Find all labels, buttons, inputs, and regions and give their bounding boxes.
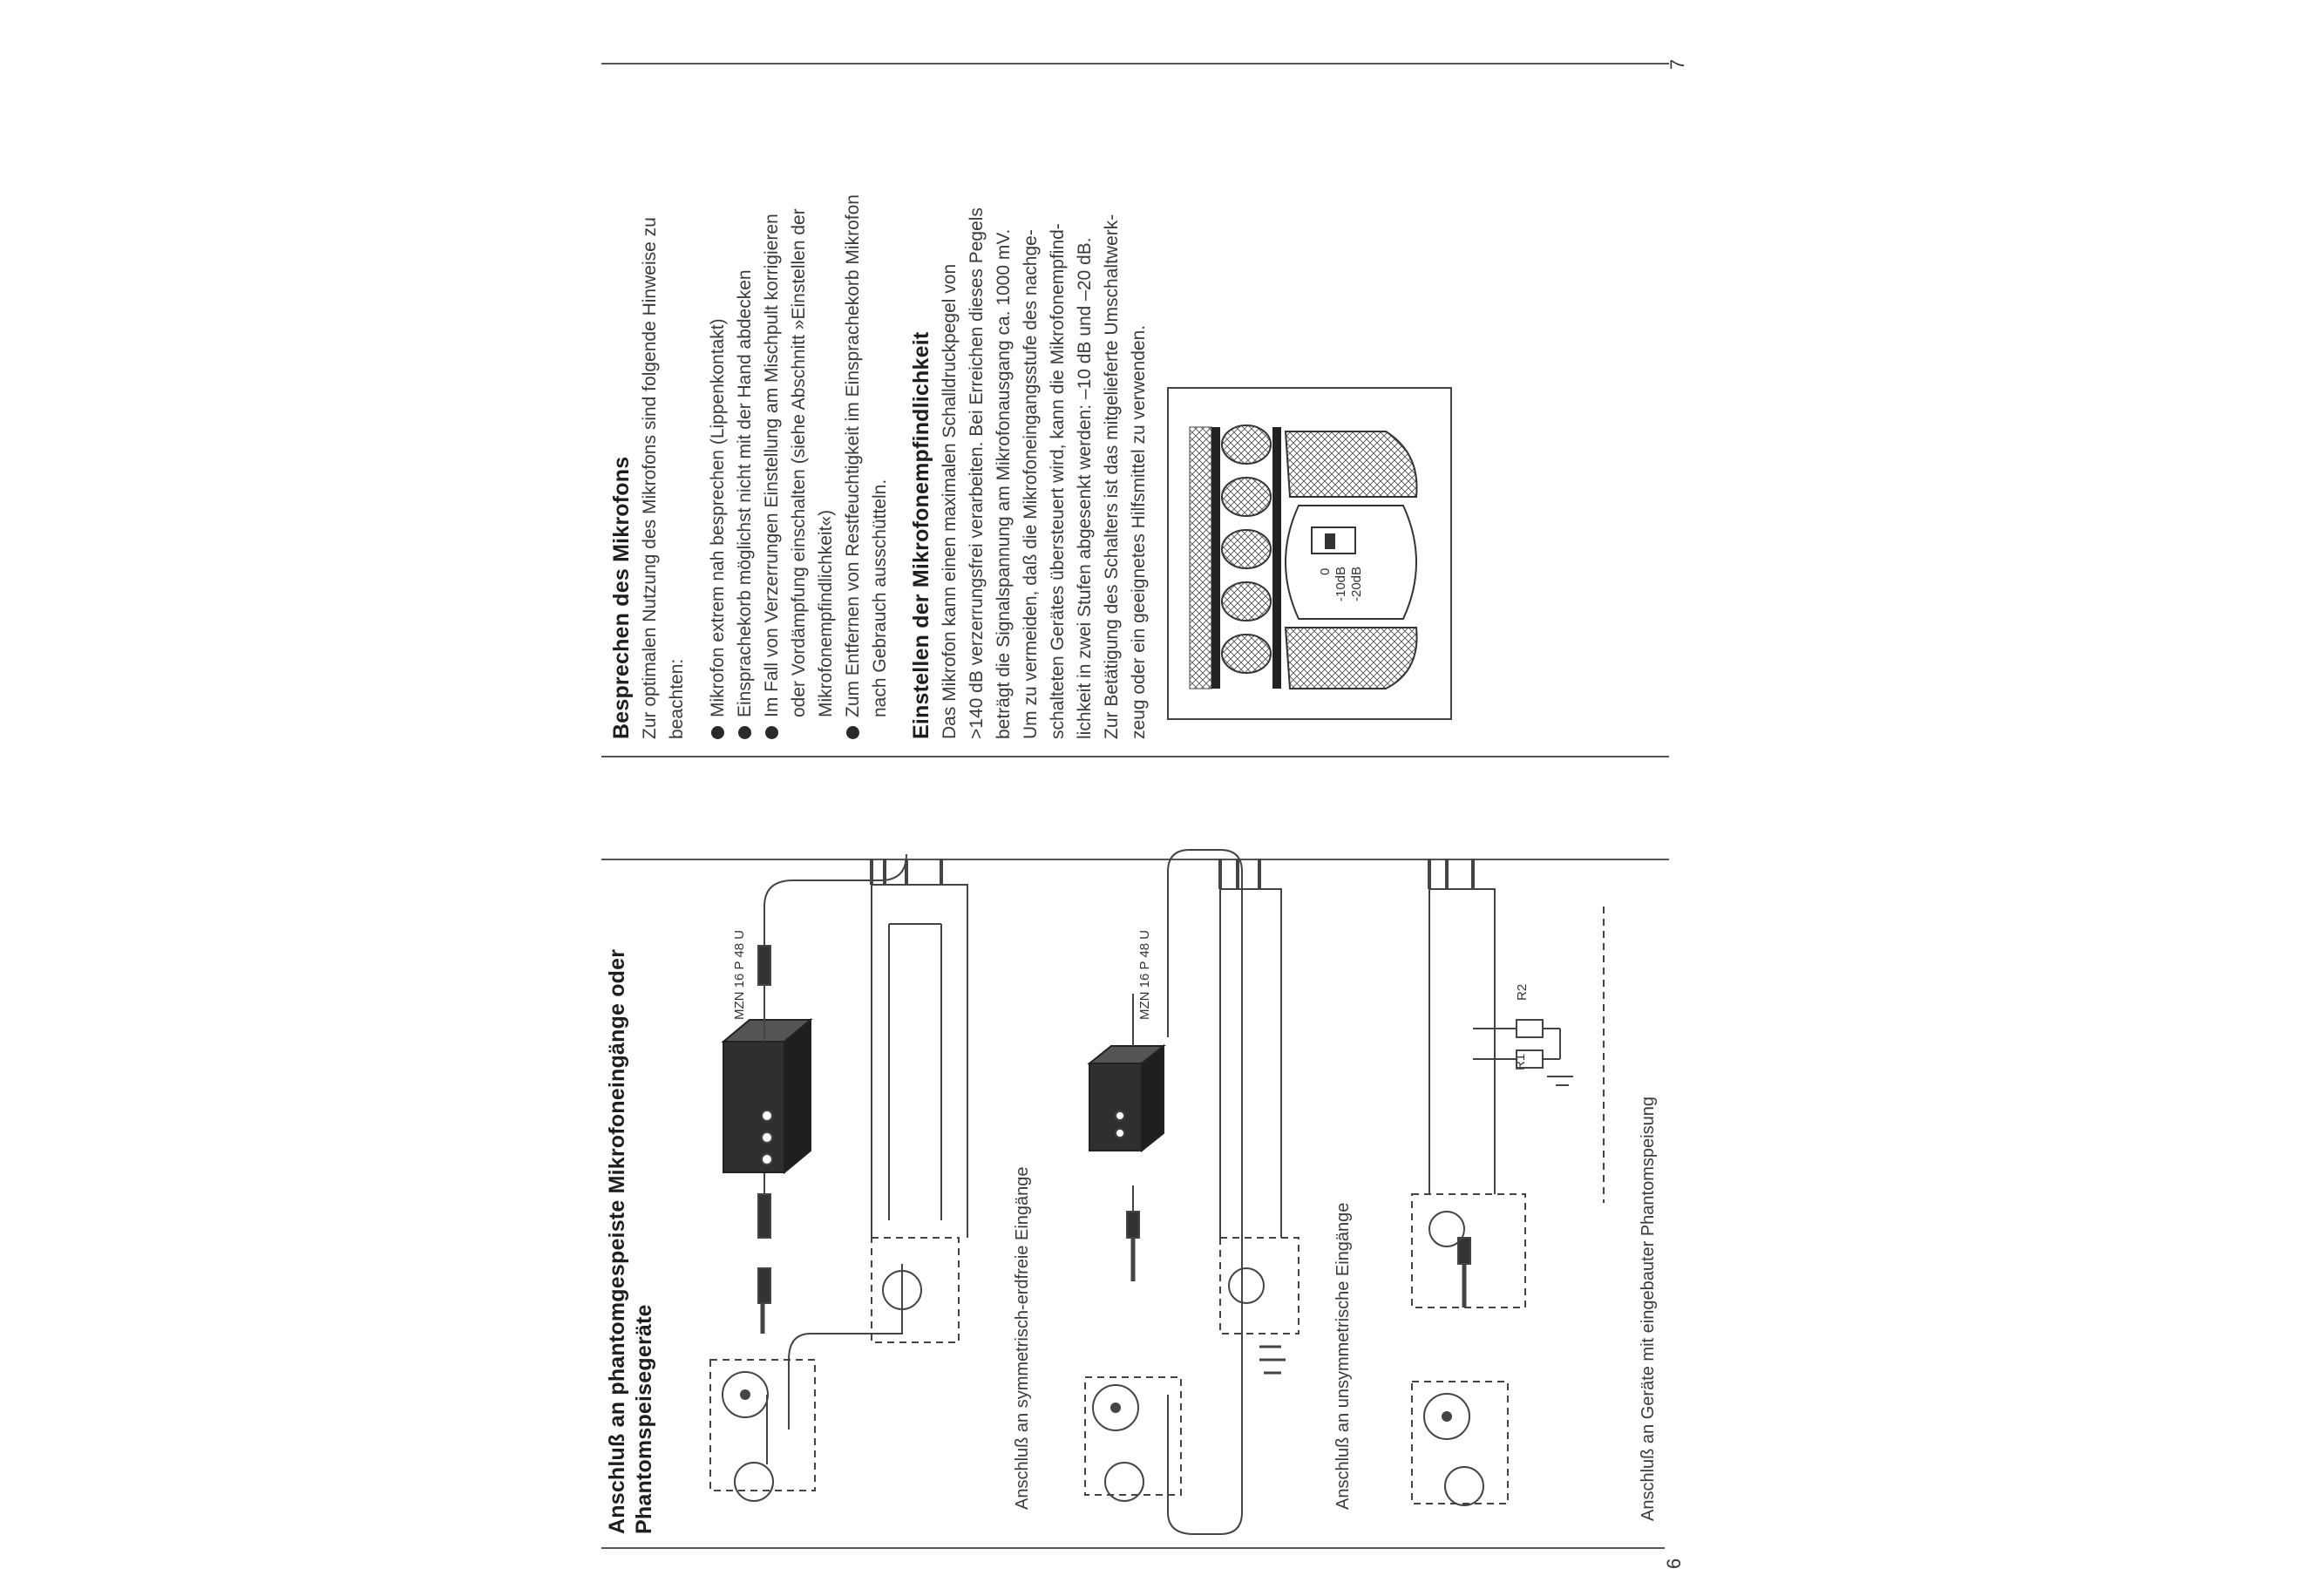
bullet-item-continuation: oder Vordämpfung einschalten (siehe Abschnitt »Einstellen der xyxy=(789,208,809,717)
bullet-item: Im Fall von Verzerrungen Einstellung am Mischpult korrigieren xyxy=(758,194,785,739)
bullet-item-continuation: nach Gebrauch ausschütteln. xyxy=(870,479,890,717)
switch-label-minus20: -20dB xyxy=(1349,566,1364,601)
bullet-item: Zum Entfernen von Restfeuchtigkeit im Einsprachekorb Mikrofon xyxy=(839,194,866,739)
body-line: Das Mikrofon kann einen maximalen Schalldruckpegel von xyxy=(940,263,960,739)
intro-line-2: beachten: xyxy=(667,658,687,739)
diagram2-model-label: MZN 16 P 48 U xyxy=(1137,929,1152,1020)
heading-empfindlichkeit: Einstellen der Mikrofonempfindlichkeit xyxy=(909,331,933,739)
body-line: >140 dB verzerrungsfrei verarbeiten. Bei Erreichen dieses Pegels xyxy=(967,207,987,739)
body-line: lichkeit in zwei Stufen abgesenkt werden: –10 dB und –20 dB. xyxy=(1075,237,1095,739)
switch-panel xyxy=(1286,506,1416,619)
body-line: zeug oder ein geeignetes Hilfsmittel zu verwenden. xyxy=(1129,324,1149,739)
resistor-r2-label: R2 xyxy=(1515,983,1530,1001)
section3-caption: Anschluß an unsymmetrische Eingänge xyxy=(1333,1202,1353,1510)
left-heading-line-1: Anschluß an phantomgespeiste Mikrofoneingänge oder xyxy=(605,948,629,1534)
diagram1-model-label: MZN 16 P 48 U xyxy=(732,929,747,1020)
intro-line-1: Zur optimalen Nutzung des Mikrofons sind folgende Hinweise zu xyxy=(640,217,660,739)
body-line: beträgt die Signalspannung am Mikrofonausgang ca. 1000 mV. xyxy=(994,228,1014,739)
page-number-6: 6 xyxy=(1663,1558,1685,1569)
switch-label-minus10: -10dB xyxy=(1333,566,1348,601)
left-heading-line-2: Phantomspeisegeräte xyxy=(632,1304,656,1534)
bullet-item: Einsprachekorb möglichst nicht mit der Hand abdecken xyxy=(731,194,758,739)
page-number-7: 7 xyxy=(1666,58,1688,70)
left-footer-caption: Anschluß an Geräte mit eingebauter Phantomspeisung xyxy=(1639,1097,1658,1521)
resistor-r1-label: R1 xyxy=(1513,1053,1528,1070)
body-line: Um zu vermeiden, daß die Mikrofoneingangsstufe des nachge- xyxy=(1021,229,1041,739)
heading-besprechen: Besprechen des Mikrofons xyxy=(609,456,634,739)
section2-caption: Anschluß an symmetrisch-erdfreie Eingänge xyxy=(1013,1166,1032,1510)
bullet-item-continuation: Mikrofonempfindlichkeit«) xyxy=(816,509,836,717)
body-line: Zur Betätigung des Schalters ist das mitgelieferte Umschaltwerk- xyxy=(1102,214,1122,739)
switch-label-0: 0 xyxy=(1318,567,1333,575)
body-line: schalteten Gerätes übersteuert wird, kann die Mikrofonempfind- xyxy=(1048,223,1068,739)
bullet-item: Mikrofon extrem nah besprechen (Lippenkontakt) xyxy=(704,194,731,739)
